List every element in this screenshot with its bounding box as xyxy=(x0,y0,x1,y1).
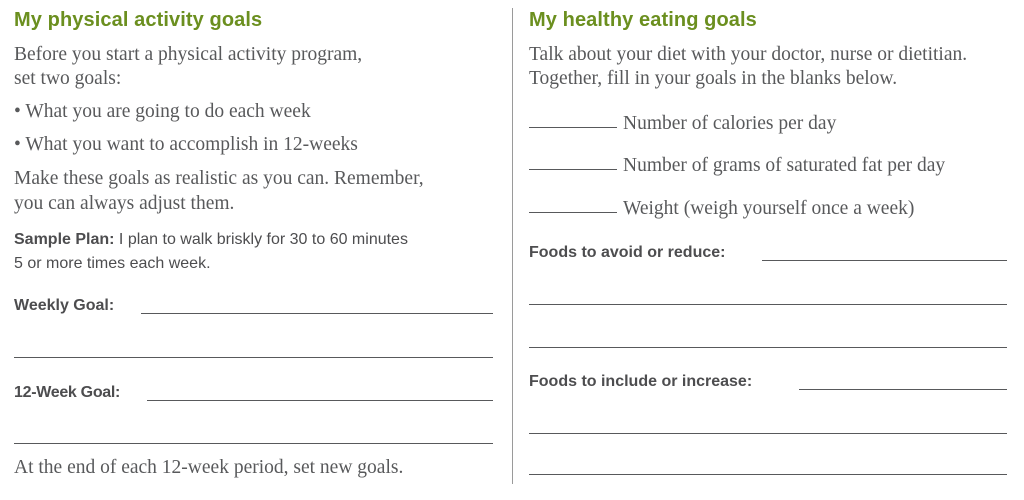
foods-avoid-field[interactable] xyxy=(762,260,1007,261)
footer-note: At the end of each 12-week period, set new goals. xyxy=(14,457,404,478)
calories-label: Number of calories per day xyxy=(623,113,837,134)
foods-include-field-line-3[interactable] xyxy=(529,474,1007,475)
weekly-goal-field-line-2[interactable] xyxy=(14,357,493,358)
bullet-item: • What you are going to do each week xyxy=(14,101,311,122)
column-divider xyxy=(512,8,513,484)
twelve-week-goal-field[interactable] xyxy=(147,400,493,401)
saturated-fat-row xyxy=(529,153,945,179)
section-heading: My healthy eating goals xyxy=(529,9,757,31)
weight-label: Weight (weigh yourself once a week) xyxy=(623,198,915,219)
weekly-goal-field[interactable] xyxy=(141,313,493,314)
twelve-week-goal-field-line-2[interactable] xyxy=(14,443,493,444)
foods-avoid-label: Foods to avoid or reduce: xyxy=(529,244,726,261)
weight-row xyxy=(529,196,914,222)
sample-plan-text: I plan to walk briskly for 30 to 60 minutes xyxy=(114,231,408,248)
foods-include-field[interactable] xyxy=(799,389,1007,390)
intro-line-2: set two goals: xyxy=(14,68,122,89)
intro-line-1: Talk about your diet with your doctor, nurse or dietitian. xyxy=(529,44,968,65)
sample-plan-line-2: 5 or more times each week. xyxy=(14,255,211,272)
foods-avoid-field-line-2[interactable] xyxy=(529,304,1007,305)
intro-line-1: Before you start a physical activity program, xyxy=(14,44,363,65)
saturated-fat-blank[interactable] xyxy=(529,169,617,170)
calories-row xyxy=(529,111,836,137)
intro-line-2: Together, fill in your goals in the blanks below. xyxy=(529,68,898,89)
sample-plan-label: Sample Plan: xyxy=(14,231,115,248)
realistic-line-2: you can always adjust them. xyxy=(14,193,235,214)
foods-avoid-field-line-3[interactable] xyxy=(529,347,1007,348)
section-heading: My physical activity goals xyxy=(14,9,263,31)
foods-include-field-line-2[interactable] xyxy=(529,433,1007,434)
calories-blank[interactable] xyxy=(529,127,617,128)
weight-blank[interactable] xyxy=(529,212,617,213)
weekly-goal-label: Weekly Goal: xyxy=(14,297,115,314)
saturated-fat-label: Number of grams of saturated fat per day xyxy=(623,155,946,176)
twelve-week-goal-label: 12-Week Goal: xyxy=(14,384,121,401)
realistic-line-1: Make these goals as realistic as you can. Remember, xyxy=(14,168,424,189)
sample-plan-line-1 xyxy=(14,228,408,251)
bullet-item: • What you want to accomplish in 12-weeks xyxy=(14,134,358,155)
foods-include-label: Foods to include or increase: xyxy=(529,373,753,390)
